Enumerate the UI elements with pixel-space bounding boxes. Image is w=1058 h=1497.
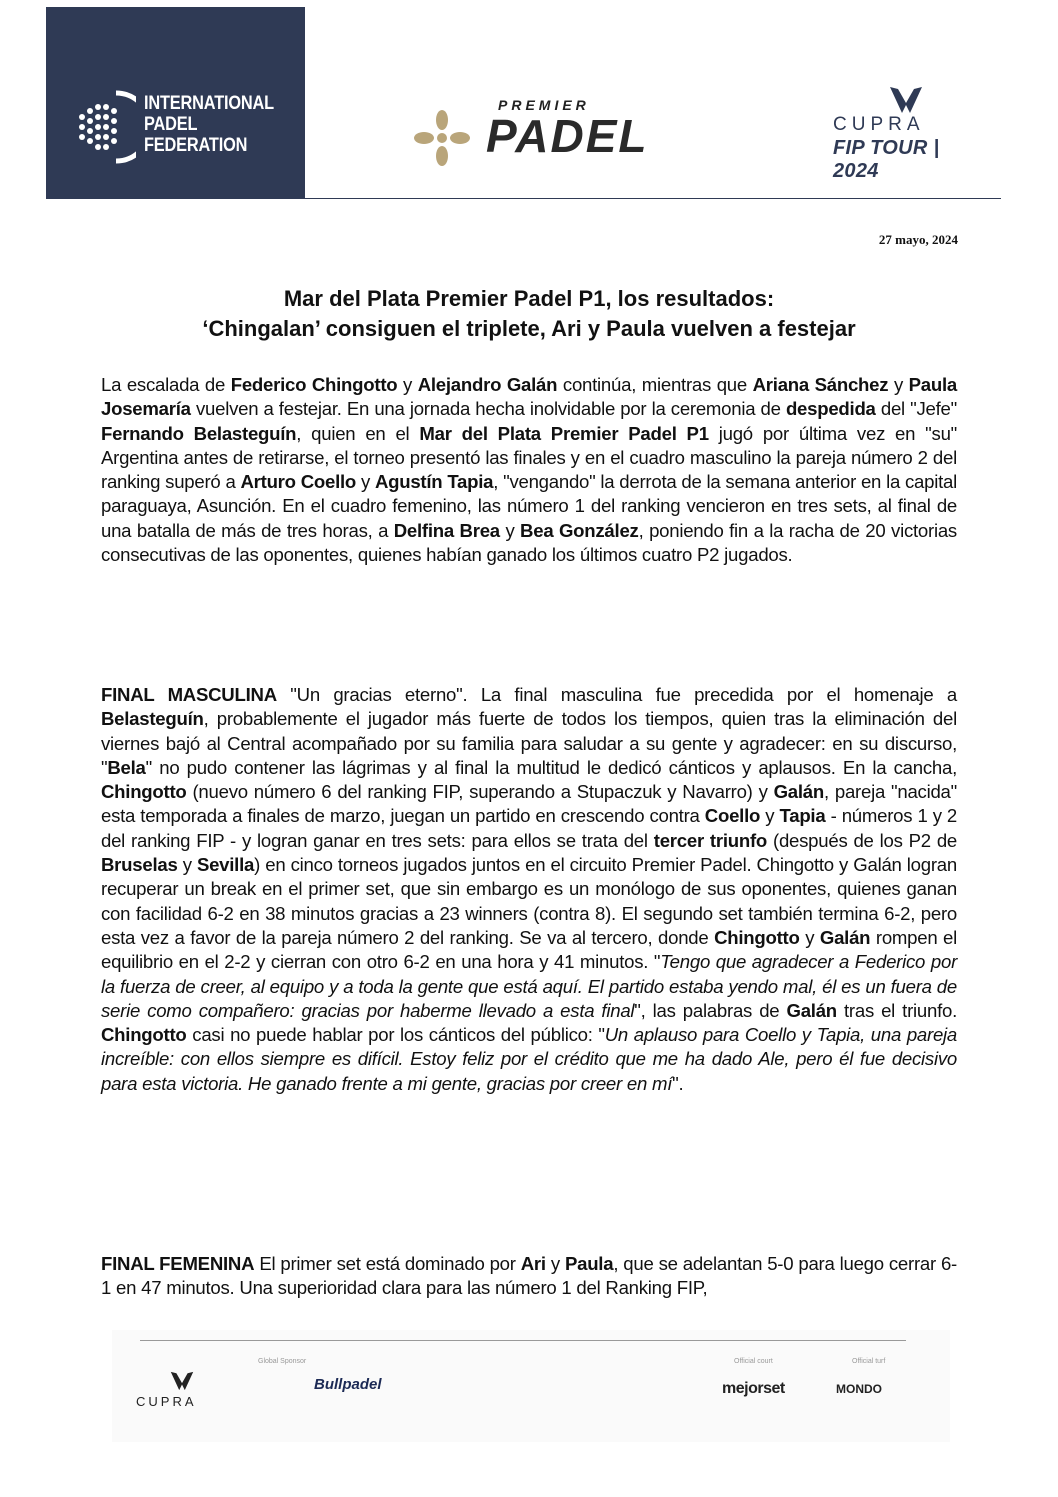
text-run: y — [397, 374, 418, 395]
bold-run: despedida — [785, 398, 876, 420]
ipf-line-2: PADEL — [144, 114, 198, 135]
bold-run: Tapia — [779, 805, 826, 827]
text-run: , probablemente el jugador más fuerte de todos los tiempos, quien tras la eliminación del viernes bajó al Central acompañado por su familia para saludar a su gente y agradecer: en su discurso, " — [101, 708, 957, 778]
text-run: (nuevo número 6 del ranking FIP, superando a Stupaczuk y Navarro) y — [186, 781, 774, 803]
text-run: y — [356, 471, 375, 493]
bold-run: tercer triunfo — [653, 829, 768, 851]
bold-run: Sevilla — [196, 854, 255, 876]
cupra-emblem-icon — [886, 85, 926, 115]
bold-run: Fernando Belasteguín — [101, 422, 297, 444]
text-run: y — [177, 854, 197, 876]
text-run: - números 1 y 2 del ranking FIP - y logran ganar en tres sets: para ellos se trata del — [101, 805, 957, 851]
bold-run: Galán — [773, 781, 824, 803]
text-run: , que se adelantan 5-0 para luego cerrar 6-1 en 47 minutos. Una superioridad clara para las número 1 del Ranking FIP, — [101, 1253, 958, 1299]
bold-run: Bea González — [520, 519, 639, 541]
text-run: , "vengando" la derrota de la semana anterior en la capital paraguaya, Asunción. En el cuadro femenino, las número 1 del ranking vencieron en tres sets, al final de una batalla de más de tres horas, a — [101, 471, 957, 541]
bold-run: Paula — [564, 1253, 614, 1274]
title-line-1: Mar del Plata Premier Padel P1, los resultados: — [283, 286, 775, 311]
bold-run: Ariana Sánchez — [752, 374, 889, 395]
bold-run: Chingotto — [101, 1024, 187, 1046]
sponsor-footer — [112, 1330, 950, 1442]
paragraph-final-masculina — [101, 683, 957, 1096]
bold-run: Bela — [107, 756, 146, 778]
text-run: del "Jefe" — [875, 398, 957, 420]
quote-run: Un aplauso para Coello y Tapia, una pareja increíble: con ellos siempre es difícil. Estoy feliz por el crédito que me ha dado Ale, pero él fue decisivo para esta victoria. He ganado frente a mi gente, gracias por creer en mí — [101, 1024, 958, 1094]
text-run: jugó por última vez en "su" Argentina antes de retirarse, el torneo presentó las finales y en el cuadro masculino la pareja número 2 del ranking superó a — [101, 422, 958, 493]
bold-run: Chingotto — [714, 926, 800, 948]
cupra-emblem-icon — [168, 1370, 196, 1392]
text-run: El primer set está dominado por — [254, 1253, 521, 1274]
footer-mejorset-logo: mejorset — [722, 1380, 785, 1397]
bold-run: Alejandro Galán — [417, 374, 558, 395]
text-run: tras el triunfo. — [836, 999, 958, 1021]
press-date: 27 mayo, 2024 — [878, 232, 958, 247]
bold-run: Delfina Brea — [393, 519, 500, 541]
text-run: (después de los P2 de — [767, 829, 958, 851]
header-divider — [46, 198, 1001, 199]
bold-run: Agustín Tapia — [374, 471, 494, 493]
bold-run: Chingotto — [101, 781, 187, 803]
text-run: y — [545, 1253, 565, 1274]
bold-run: Arturo Coello — [240, 471, 357, 493]
ipf-wordmark — [144, 93, 295, 156]
paragraph-intro — [101, 373, 957, 567]
quote-run: Tengo que agradecer a Federico por la fuerza de creer, al equipo y a toda la gente que está aquí. El partido estaba yendo mal, él es un fuera de serie como compañero: gracias por haberme llevado a esta final — [101, 951, 958, 1021]
footer-cupra-wordmark: CUPRA — [136, 1394, 197, 1409]
bold-run: FINAL MASCULINA — [101, 684, 277, 705]
bold-run: Ari — [520, 1253, 546, 1274]
ipf-ball-icon — [76, 87, 136, 167]
bold-run: Coello — [704, 805, 761, 827]
text-run: y — [499, 519, 521, 541]
footer-divider — [140, 1340, 906, 1341]
premier-label: PREMIER — [498, 97, 590, 113]
global-sponsor-label: Global Sponsor — [258, 1358, 307, 1365]
text-run: y — [760, 805, 780, 827]
bold-run: Mar del Plata Premier Padel P1 — [419, 422, 709, 444]
footer-mondo-logo: MONDO — [836, 1382, 882, 1396]
cupra-fip-tour-logo — [830, 85, 980, 182]
ipf-logo-block — [46, 7, 305, 198]
bold-run: Belasteguín — [101, 708, 204, 730]
premier-padel-flower-icon — [412, 108, 472, 168]
text-run: ". — [672, 1072, 684, 1094]
footer-cupra-logo — [136, 1370, 232, 1410]
bold-run: Federico Chingotto — [230, 374, 398, 395]
title-line-2: ‘Chingalan’ consiguen el triplete, Ari y Paula vuelven a festejar — [202, 316, 856, 341]
text-run: , poniendo fin a la racha de 20 victorias consecutivas de las oponentes, quienes habían ganado los últimos cuatro P2 jugados. — [101, 519, 957, 566]
padel-label: PADEL — [486, 110, 649, 162]
bold-run: Paula Josemaría — [101, 374, 957, 420]
ipf-line-1: INTERNATIONAL — [144, 93, 274, 114]
text-run: casi no puede hablar por los cánticos del público: " — [186, 1024, 605, 1046]
text-run: "Un gracias eterno". La final masculina fue precedida por el homenaje a — [276, 684, 957, 705]
text-run: y — [888, 374, 909, 395]
text-run: continúa, mientras que — [557, 374, 753, 395]
official-court-label: Official court — [734, 1358, 773, 1365]
text-run: ", las palabras de — [634, 999, 787, 1021]
cupra-wordmark: CUPRA — [833, 114, 925, 135]
press-title — [100, 284, 958, 344]
bold-run: FINAL FEMENINA — [101, 1253, 255, 1274]
fip-tour-label: FIP TOUR | 2024 — [833, 137, 940, 182]
bold-run: Galán — [819, 926, 871, 948]
footer-bullpadel-logo: Bullpadel — [314, 1376, 382, 1393]
text-run: , pareja "nacida" esta temporada a finales de marzo, juegan un partido en crescendo contra — [101, 781, 957, 827]
text-run: , quien en el — [296, 422, 420, 444]
text-run: ) en cinco torneos jugados juntos en el circuito Premier Padel. Chingotto y Galán logran recuperar un break en el primer set, que sin embargo es un monólogo de sus oponentes, quienes ganan con facilidad 6-2 en 38 minutos gracias a 23 winners (contra 8). El segundo set también termina 6-2, pero esta vez a favor de la pareja número 2 del ranking. Se va al tercero, donde — [101, 854, 957, 948]
premier-padel-logo — [412, 93, 702, 173]
text-run: vuelven a festejar. En una jornada hecha inolvidable por la ceremonia de — [190, 398, 786, 420]
text-run: " no pudo contener las lágrimas y al final la multitud le dedicó cánticos y aplausos. En la cancha, — [145, 756, 957, 778]
ipf-line-3: FEDERATION — [144, 135, 248, 156]
text-run: y — [799, 926, 820, 948]
bold-run: Bruselas — [101, 854, 178, 876]
bold-run: Galán — [786, 999, 837, 1021]
text-run: rompen el equilibrio en el 2-2 y cierran con otro 6-2 en una hora y 41 minutos. " — [101, 926, 957, 973]
official-turf-label: Official turf — [852, 1358, 886, 1365]
text-run: La escalada de — [101, 374, 231, 395]
paragraph-final-femenina — [101, 1252, 957, 1301]
